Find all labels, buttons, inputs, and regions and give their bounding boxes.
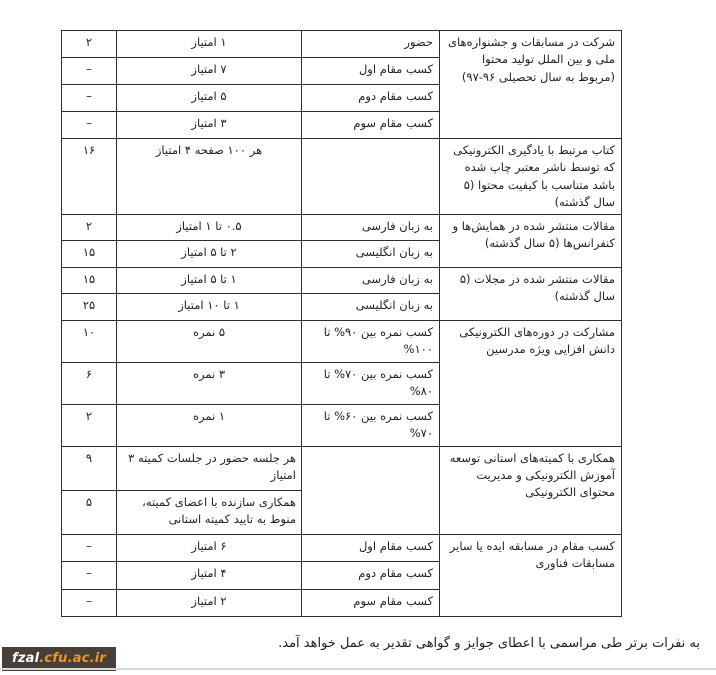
score-cell: ۱۰ (62, 321, 117, 363)
table-row (62, 31, 622, 58)
points-cell: ۰.۵ تا ۱ امتیاز (117, 215, 302, 241)
score-cell: ۲ (62, 215, 117, 241)
scores-table (61, 30, 622, 617)
score-cell: – (62, 85, 117, 112)
points-cell: ۲ امتیاز (117, 589, 302, 616)
item-cell: کسب نمره بین ۶۰% تا ۷۰% (302, 405, 440, 447)
item-cell: کسب مقام دوم (302, 561, 440, 589)
item-cell (302, 139, 440, 215)
item-cell: حضور (302, 31, 440, 58)
item-cell: کسب مقام اول (302, 534, 440, 561)
score-cell: ۲ (62, 31, 117, 58)
table-row (62, 215, 622, 241)
score-cell: – (62, 589, 117, 616)
score-cell: ۱۵ (62, 241, 117, 268)
item-cell: کسب مقام دوم (302, 85, 440, 112)
points-cell: ۵ امتیاز (117, 85, 302, 112)
score-cell: ۱۵ (62, 268, 117, 294)
table-row (62, 446, 622, 490)
score-cell: ۵ (62, 490, 117, 534)
score-cell: – (62, 534, 117, 561)
points-cell: ۷ امتیاز (117, 58, 302, 85)
table-row (62, 534, 622, 561)
category-cell: همکاری با کمیته‌های استانی توسعه آموزش الکترونیکی و مدیریت محتوای الکترونیکی (440, 446, 622, 534)
points-cell: ۱ تا ۱۰ امتیاز (117, 294, 302, 321)
score-cell: ۲ (62, 405, 117, 447)
item-cell: به زبان فارسی (302, 215, 440, 241)
item-cell: کسب نمره بین ۹۰% تا ۱۰۰% (302, 321, 440, 363)
site-suffix: .cfu.ac.ir (39, 651, 107, 666)
footer-note: به نفرات برتر طی مراسمی با اعطای جوایز و گواهی تقدیر به عمل خواهد آمد. (278, 636, 700, 651)
category-cell: کتاب مرتبط با یادگیری الکترونیکی که توسط ناشر معتبر چاپ شده باشد متناسب با کیفیت محتوا (۵ سال گذشته) (440, 139, 622, 215)
table-row (62, 321, 622, 363)
points-cell: ۳ نمره (117, 363, 302, 405)
site-prefix: fzal (12, 651, 40, 666)
item-cell: به زبان فارسی (302, 268, 440, 294)
points-cell: ۱ امتیاز (117, 31, 302, 58)
points-cell: ۵ نمره (117, 321, 302, 363)
category-cell: مشارکت در دوره‌های الکترونیکی دانش افزایی ویژه مدرسین (440, 321, 622, 447)
category-cell: کسب مقام در مسابقه ایده یا سایر مسابقات فناوری (440, 534, 622, 616)
item-cell: کسب نمره بین ۷۰% تا ۸۰% (302, 363, 440, 405)
category-cell: مقالات منتشر شده در مجلات (۵ سال گذشته) (440, 268, 622, 321)
points-cell: ۲ تا ۵ امتیاز (117, 241, 302, 268)
score-cell: ۲۵ (62, 294, 117, 321)
table-row (62, 139, 622, 215)
item-cell: به زبان انگلیسی (302, 241, 440, 268)
points-cell: هر ۱۰۰ صفحه ۴ امتیاز (117, 139, 302, 215)
score-cell: – (62, 561, 117, 589)
points-cell: ۳ امتیاز (117, 112, 302, 139)
score-cell: – (62, 112, 117, 139)
item-cell: کسب مقام سوم (302, 112, 440, 139)
points-cell: ۶ امتیاز (117, 534, 302, 561)
points-cell: هر جلسه حضور در جلسات کمیته ۳ امتیاز (117, 446, 302, 490)
points-cell: ۴ امتیاز (117, 561, 302, 589)
points-cell: ۱ تا ۵ امتیاز (117, 268, 302, 294)
points-cell: ۱ نمره (117, 405, 302, 447)
category-cell: شرکت در مسابقات و جشنواره‌های ملی و بین الملل تولید محتوا (مربوط به سال تحصیلی ۹۶-۹۷) (440, 31, 622, 139)
score-cell: ۱۶ (62, 139, 117, 215)
item-cell: کسب مقام سوم (302, 589, 440, 616)
table-row (62, 268, 622, 294)
item-cell (302, 446, 440, 534)
item-cell: کسب مقام اول (302, 58, 440, 85)
score-cell: ۹ (62, 446, 117, 490)
page-bottom-divider (0, 668, 716, 670)
points-cell: همکاری سازنده با اعضای کمیته، منوط به تایید کمیته استانی (117, 490, 302, 534)
category-cell: مقالات منتشر شده در همایش‌ها و کنفرانس‌ها (۵ سال گذشته) (440, 215, 622, 268)
item-cell: به زبان انگلیسی (302, 294, 440, 321)
score-cell: ۶ (62, 363, 117, 405)
score-cell: – (62, 58, 117, 85)
